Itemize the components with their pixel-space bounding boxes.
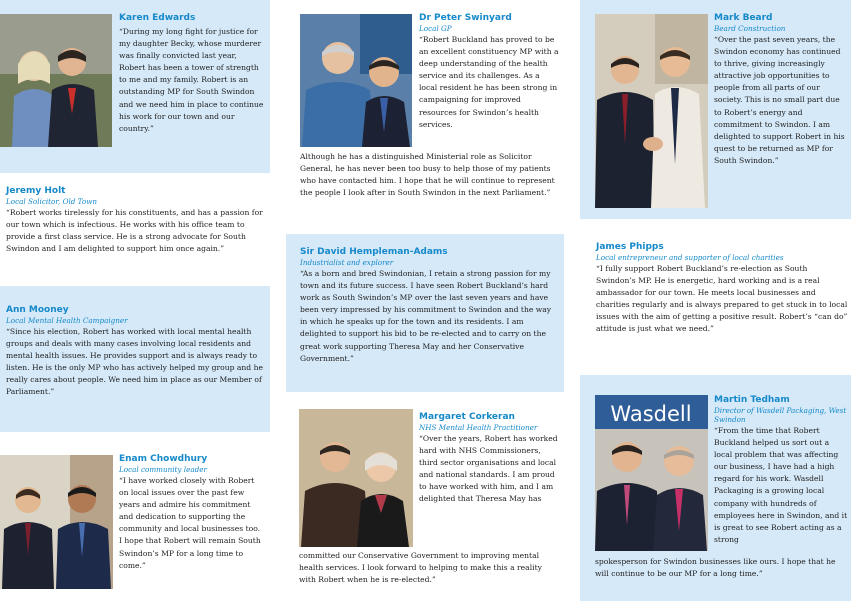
role-enam-chowdhury: Local community leader — [119, 465, 207, 474]
quote-mark-beard: “Over the past seven years, the Swindon economy has continued to thrive, giving increasingly attractive job opportunities to people from all parts of our society. This is no small part due to Robert’s energy and commitment to Swindon. I am delighted to support Robert in his quest to be returned as MP for South Swindon.” — [714, 35, 845, 165]
quote-peter-swinyard-continued: Although he has a distinguished Ministerial role as Solicitor General, he has never been too busy to help those of my patients who have contacted him. I hope that he will continue to represent the people I look after in South Swindon in the next Parliament.” — [300, 152, 555, 198]
role-jeremy-holt: Local Solicitor, Old Town — [6, 197, 98, 206]
quote-james-phipps: “I fully support Robert Buckland’s re-election as South Swindon’s MP. He is energetic, hard working and is a real ambassador for our town. He meets local businesses and charities regularly and is always prepared to get stuck in to local issues with the aim of getting a positive result. Robert’s “can do” attitude is just what we need.” — [596, 264, 848, 334]
testimonial-enam-text — [119, 454, 265, 572]
testimonial-karen-text — [119, 13, 265, 135]
role-margaret-corkeran: NHS Mental Health Practitioner — [419, 423, 538, 432]
name-jeremy-holt: Jeremy Holt — [6, 186, 66, 196]
photo-karen-edwards — [0, 14, 112, 147]
testimonial-peter-swinyard — [286, 0, 564, 228]
role-ann-mooney: Local Mental Health Campaigner — [6, 316, 128, 325]
role-mark-beard: Beard Construction — [714, 24, 786, 33]
quote-margaret-corkeran-continued: committed our Conservative Government to improving mental health services. I look forward to helping to make this a reality with Robert when he is re-elected.” — [299, 551, 542, 585]
name-ann-mooney: Ann Mooney — [6, 305, 69, 315]
quote-martin-tedham-continued: spokesperson for Swindon businesses like ours. I hope that he will continue to be our MP for a long time.” — [595, 557, 836, 579]
quote-peter-swinyard: “Robert Buckland has proved to be an excellent constituency MP with a deep understanding of the health service and its challenges. As a local resident he has been strong in campaigning for improved resources for Swindon’s health services. — [419, 35, 559, 129]
quote-jeremy-holt: “Robert works tirelessly for his constituents, and has a passion for our town which is infectious. He works with his office team to provide a first class service. He is a strong advocate for South Swindon and I am delighted to support him once again.” — [6, 208, 263, 254]
quote-ann-mooney: “Since his election, Robert has worked with local mental health groups and deals with many cases involving local residents and mental health issues. He provides support and is always ready to listen. He is the only MP who has actively helped my group and he really cares about people. We need him in place as our Member of Parliament.” — [6, 327, 263, 397]
testimonial-margaret-corkeran — [286, 404, 564, 601]
testimonial-mark-beard — [580, 0, 851, 219]
name-peter-swinyard: Dr Peter Swinyard — [419, 13, 512, 23]
testimonial-martin-tedham — [580, 375, 851, 601]
testimonial-david-hempleman-adams — [286, 234, 564, 392]
photo-margaret-corkeran — [299, 409, 413, 547]
photo-peter-swinyard — [300, 14, 412, 147]
photo-mark-beard — [595, 14, 708, 208]
testimonial-jeremy-holt — [6, 186, 264, 255]
quote-david-hempleman-adams: “As a born and bred Swindonian, I retain a strong passion for my town and its future success. I have seen Robert Buckland’s hard work as South Swindon’s MP over the last seven years and have been very impressed by his commitment to Swindon and the way in which he speaks up for the town and its residents. I am delighted to support his bid to be re-elected and to carry on the great work supporting Theresa May and her Conservative Government.” — [300, 269, 552, 363]
middle-column — [286, 0, 564, 601]
testimonial-karen-edwards — [0, 0, 270, 173]
right-column — [580, 0, 851, 601]
testimonial-martin-text — [714, 395, 848, 546]
role-james-phipps: Local entrepreneur and supporter of local charities — [596, 253, 784, 262]
left-column — [0, 0, 270, 601]
role-martin-tedham: Director of Wasdell Packaging, West Swindon — [714, 406, 847, 424]
testimonial-ann-mooney — [0, 286, 270, 432]
role-david-hempleman-adams: Industrialist and explorer — [300, 258, 394, 267]
quote-enam-chowdhury: “I have worked closely with Robert on local issues over the past few years and admire his commitment and dedication to supporting the community and local businesses too. I hope that Robert will remain South Swindon’s MP for a long time to come.” — [119, 476, 261, 570]
name-enam-chowdhury: Enam Chowdhury — [119, 454, 208, 464]
name-martin-tedham: Martin Tedham — [714, 395, 790, 405]
testimonial-enam-chowdhury — [0, 450, 270, 601]
quote-karen-edwards: “During my long fight for justice for my daughter Becky, whose murderer was finally convicted last year, Robert has been a tower of strength to me and my family. Robert is an outstanding MP for South Swindon and we need him in place to continue his work for our town and our country.” — [119, 27, 264, 133]
role-peter-swinyard: Local GP — [419, 24, 452, 33]
name-james-phipps: James Phipps — [596, 242, 664, 252]
name-margaret-corkeran: Margaret Corkeran — [419, 412, 515, 422]
testimonial-margaret-text — [419, 412, 559, 506]
photo-martin-tedham — [595, 395, 708, 551]
testimonial-james-phipps — [596, 242, 848, 336]
testimonial-peter-text — [419, 13, 559, 131]
quote-margaret-corkeran: “Over the years, Robert has worked hard with NHS Commissioners, third sector organisations and local and national standards. I am proud to have worked with him, and I am delighted that Theresa May has — [419, 434, 558, 504]
name-mark-beard: Mark Beard — [714, 13, 773, 23]
name-david-hempleman-adams: Sir David Hempleman-Adams — [300, 247, 448, 257]
name-karen-edwards: Karen Edwards — [119, 13, 196, 23]
wasdell-sign-text: Wasdell — [610, 402, 692, 426]
quote-martin-tedham: “From the time that Robert Buckland helped us sort out a local problem that was affecting our business, I have had a high regard for his work. Wasdell Packaging is a growing local company with hundreds of employees here in Swindon, and it is great to see Robert acting as a strong — [714, 426, 848, 544]
testimonial-mark-text — [714, 13, 847, 167]
photo-enam-chowdhury — [0, 455, 113, 589]
